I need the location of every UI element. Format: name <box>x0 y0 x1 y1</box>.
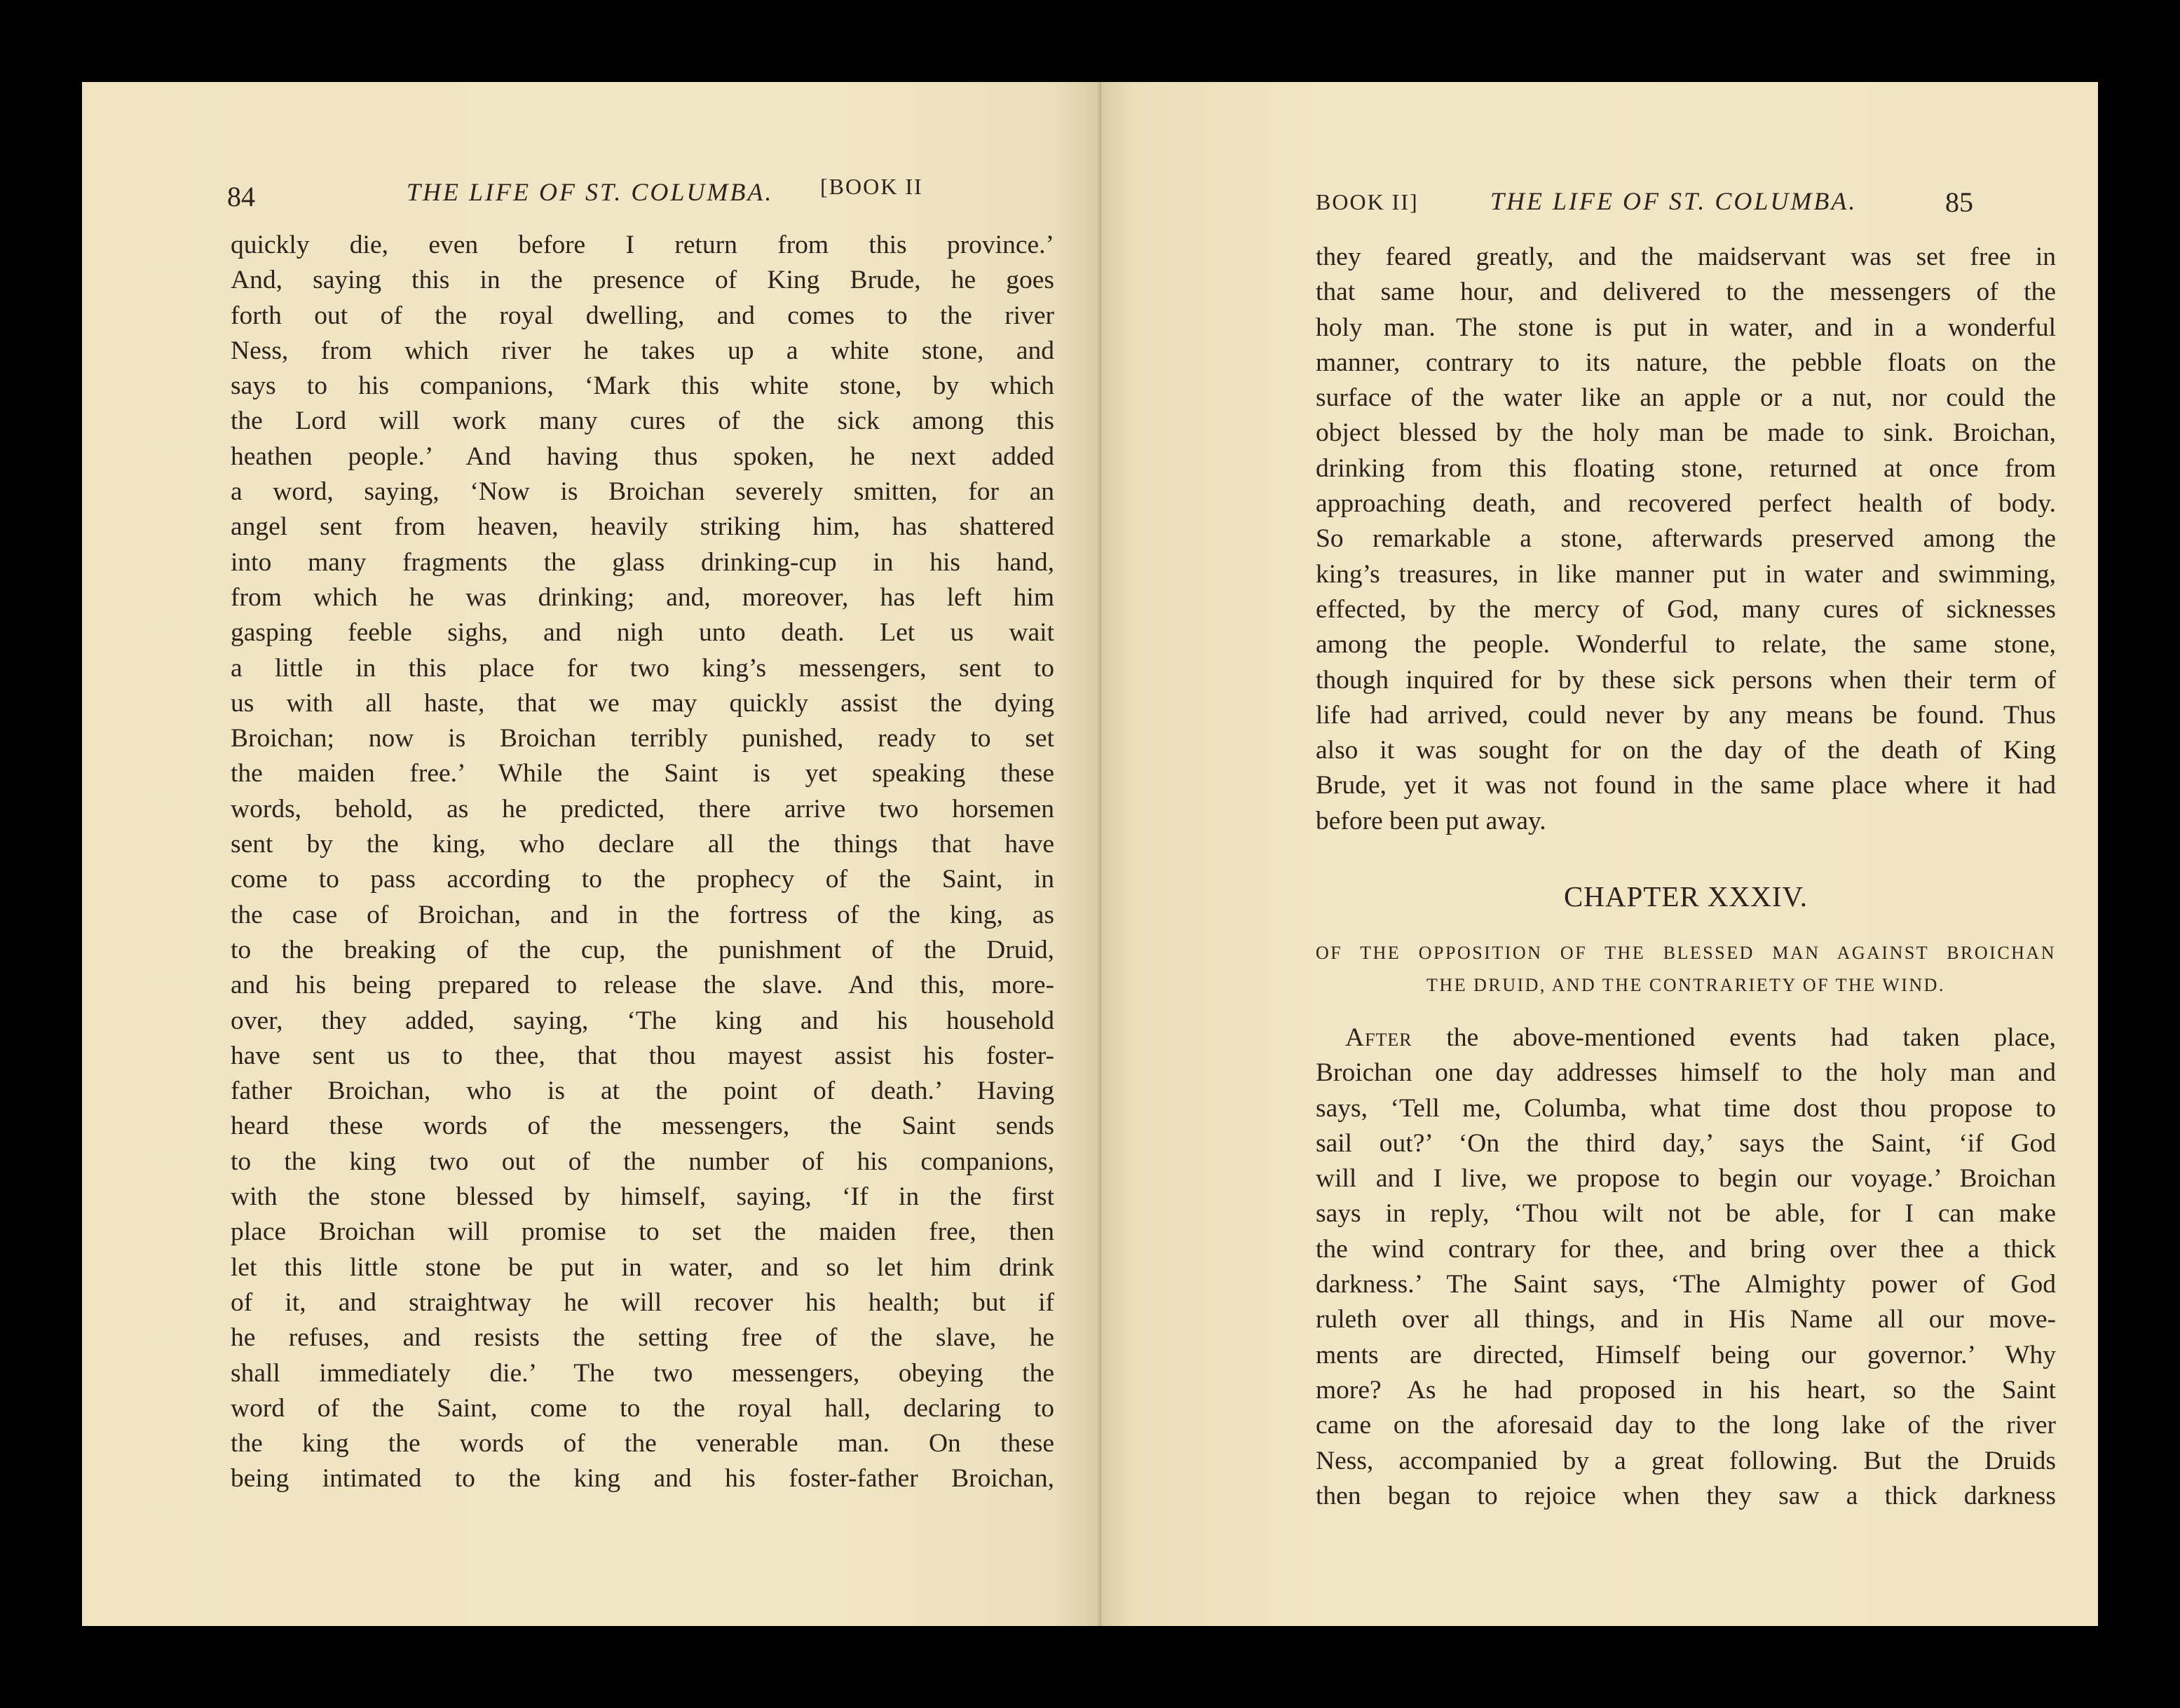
text-line: holy man. The stone is put in water, and in a wonderful <box>1316 313 2056 342</box>
text-line: before been put away. <box>1316 806 1546 835</box>
text-line: gasping feeble sighs, and nigh unto death. Let us wait <box>231 618 1054 648</box>
chapter-subtitle-line: OF THE OPPOSITION OF THE BLESSED MAN AGAINST BROICHAN <box>1316 943 2056 963</box>
text-line: of it, and straightway he will recover his health; but if <box>231 1287 1054 1317</box>
text-line: Ness, accompanied by a great following. But the Druids <box>1316 1446 2056 1475</box>
text-line: among the people. Wonderful to relate, the same stone, <box>1316 630 2056 660</box>
text-line: surface of the water like an apple or a nut, nor could the <box>1316 383 2056 413</box>
text-line: words, behold, as he predicted, there arrive two horsemen <box>231 794 1054 824</box>
text-line: manner, contrary to its nature, the pebble floats on the <box>1316 348 2056 377</box>
text-line: with the stone blessed by himself, saying, ‘If in the first <box>231 1182 1054 1212</box>
text-line: over, they added, saying, ‘The king and his household <box>231 1006 1054 1035</box>
chapter-subtitle-line: THE DRUID, AND THE CONTRARIETY OF THE WIND. <box>1426 975 1945 995</box>
text-line: more? As he had proposed in his heart, so the Saint <box>1316 1375 2056 1405</box>
text-line: us with all haste, that we may quickly assist the dying <box>231 688 1054 718</box>
right-page <box>1101 82 2098 1626</box>
text-line: the Lord will work many cures of the sick among this <box>231 406 1054 436</box>
text-line: father Broichan, who is at the point of death.’ Having <box>231 1077 1054 1106</box>
text-line: forth out of the royal dwelling, and comes to the river <box>231 301 1054 330</box>
right-body-text-bottom <box>1316 1020 2056 1514</box>
text-line: sent by the king, who declare all the things that have <box>231 830 1054 859</box>
text-line: shall immediately die.’ The two messengers, obeying the <box>231 1358 1054 1388</box>
text-line: to the king two out of the number of his companions, <box>231 1147 1054 1176</box>
text-line: and his being prepared to release the slave. And this, more- <box>231 971 1054 1000</box>
text-line: sail out?’ ‘On the third day,’ says the Saint, ‘if God <box>1316 1128 2056 1158</box>
text-line: they feared greatly, and the maidservant was set free in <box>1316 242 2056 271</box>
text-line: Broichan one day addresses himself to the holy man and <box>1316 1058 2056 1088</box>
text-line: life had arrived, could never by any means be found. Thus <box>1316 700 2056 730</box>
text-line: a word, saying, ‘Now is Broichan severely smitten, for an <box>231 477 1054 507</box>
text-line: then began to rejoice when they saw a thick darkness <box>1316 1481 2056 1510</box>
text-line: Ness, from which river he takes up a white stone, and <box>231 336 1054 365</box>
book-marker-left: [BOOK II <box>820 174 923 199</box>
text-line: have sent us to thee, that thou mayest assist his foster- <box>231 1041 1054 1070</box>
text-line: the wind contrary for thee, and bring over thee a thick <box>1316 1234 2056 1264</box>
first-line-rest: the above-mentioned events had taken place, <box>1412 1023 2056 1052</box>
text-line: king’s treasures, in like manner put in water and swimming, <box>1316 559 2056 589</box>
text-line: Broichan; now is Broichan terribly punished, ready to set <box>231 724 1054 753</box>
text-line: darkness.’ The Saint says, ‘The Almighty power of God <box>1316 1270 2056 1299</box>
left-page <box>82 82 1101 1626</box>
text-line: heathen people.’ And having thus spoken, he next added <box>231 442 1054 471</box>
text-line: the case of Broichan, and in the fortress of the king, as <box>231 900 1054 929</box>
book-marker-right: BOOK II] <box>1316 189 1419 214</box>
text-line: says to his companions, ‘Mark this white stone, by which <box>231 371 1054 401</box>
text-line: he refuses, and resists the setting free of the slave, he <box>231 1323 1054 1353</box>
right-body-text-top <box>1316 240 2056 839</box>
text-line: says in reply, ‘Thou wilt not be able, for I can make <box>1316 1199 2056 1229</box>
text-line: come to pass according to the prophecy of the Saint, in <box>231 865 1054 894</box>
text-line <box>1316 1020 2056 1055</box>
text-line: to the breaking of the cup, the punishment of the Druid, <box>231 935 1054 964</box>
text-line: will and I live, we propose to begin our voyage.’ Broichan <box>1316 1164 2056 1194</box>
text-line: And, saying this in the presence of King Brude, he goes <box>231 266 1054 295</box>
running-title-left: THE LIFE OF ST. COLUMBA. <box>407 178 774 206</box>
text-line: the maiden free.’ While the Saint is yet speaking these <box>231 759 1054 788</box>
text-line: being intimated to the king and his foster-father Broichan, <box>231 1464 1054 1494</box>
text-line: says, ‘Tell me, Columba, what time dost thou propose to <box>1316 1093 2056 1123</box>
page-number-right: 85 <box>1945 186 1973 218</box>
text-line: ruleth over all things, and in His Name all our move- <box>1316 1305 2056 1334</box>
text-line: the king the words of the venerable man. On these <box>231 1429 1054 1458</box>
text-line: came on the aforesaid day to the long lake of the river <box>1316 1411 2056 1440</box>
running-title-right: THE LIFE OF ST. COLUMBA. <box>1490 187 1858 215</box>
text-line: quickly die, even before I return from this province.’ <box>231 231 1054 259</box>
text-line: though inquired for by these sick persons when their term of <box>1316 665 2056 695</box>
text-line: drinking from this floating stone, returned at once from <box>1316 453 2056 483</box>
text-line: word of the Saint, come to the royal hall, declaring to <box>231 1393 1054 1423</box>
chapter-first-word: After <box>1345 1023 1412 1052</box>
text-line: into many fragments the glass drinking-cup in his hand, <box>231 547 1054 577</box>
text-line: place Broichan will promise to set the maiden free, then <box>231 1217 1054 1247</box>
page-number-left: 84 <box>227 181 255 212</box>
left-body-text <box>231 228 1054 1497</box>
text-line: from which he was drinking; and, moreover, has left him <box>231 582 1054 612</box>
text-line: heard these words of the messengers, the Saint sends <box>231 1112 1054 1141</box>
text-line: let this little stone be put in water, and so let him drink <box>231 1252 1054 1282</box>
text-line: angel sent from heaven, heavily striking him, has shattered <box>231 512 1054 542</box>
text-line: So remarkable a stone, afterwards preserved among the <box>1316 524 2056 554</box>
text-line: that same hour, and delivered to the messengers of the <box>1316 278 2056 307</box>
text-line: approaching death, and recovered perfect health of body. <box>1316 489 2056 519</box>
text-line: a little in this place for two king’s messengers, sent to <box>231 653 1054 683</box>
text-line: effected, by the mercy of God, many cures of sicknesses <box>1316 594 2056 624</box>
text-line: object blessed by the holy man be made to sink. Broichan, <box>1316 418 2056 448</box>
chapter-subtitle <box>1316 937 2056 1002</box>
open-book <box>82 82 2098 1626</box>
text-line: Brude, yet it was not found in the same place where it had <box>1316 771 2056 800</box>
text-line: ments are directed, Himself being our governor.’ Why <box>1316 1340 2056 1369</box>
chapter-heading: CHAPTER XXXIV. <box>1563 880 1808 913</box>
text-line: also it was sought for on the day of the death of King <box>1316 736 2056 765</box>
